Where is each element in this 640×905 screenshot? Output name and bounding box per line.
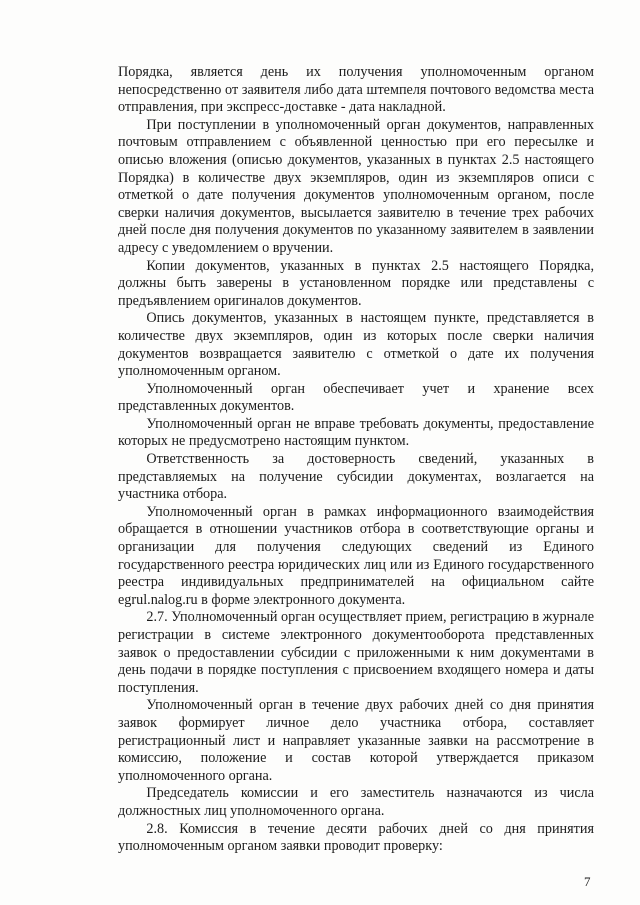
paragraph-no-extra-docs: Уполномоченный орган не вправе требовать документы, предоставление которых не предусмотрено настоящим пунктом.	[118, 415, 594, 450]
paragraph-section-2-7: 2.7. Уполномоченный орган осуществляет прием, регистрацию в журнале регистрации в системе электронного документооборота представленных заявок о предоставлении субсидии с приложенными к ним документами в день подачи в порядке поступления с присвоением входящего номера и даты поступления.	[118, 609, 594, 696]
paragraph-storage: Уполномоченный орган обеспечивает учет и хранение всех представленных документов.	[118, 380, 594, 415]
page-number: 7	[584, 874, 591, 889]
document-body	[118, 64, 594, 856]
paragraph-personal-file: Уполномоченный орган в течение двух рабочих дней со дня принятия заявок формирует личное дело участника отбора, составляет регистрационный лист и направляет указанные заявки на рассмотрение в комиссию, положение и состав которой утверждается приказом уполномоченного органа.	[118, 697, 594, 784]
paragraph-responsibility: Ответственность за достоверность сведений, указанных в представляемых на получение субсидии документах, возлагается на участника отбора.	[118, 451, 594, 503]
paragraph-interagency: Уполномоченный орган в рамках информационного взаимодействия обращается в отношении участников отбора в соответствующие органы и организации для получения следующих сведений из Единого государственного реестра юридических лиц или из Единого государственного реестра индивидуальных предпринимателей на официальном сайте egrul.nalog.ru в форме электронного документа.	[118, 503, 594, 608]
paragraph-postal-receipt: При поступлении в уполномоченный орган документов, направленных почтовым отправлением с объявленной ценностью при его пересылке и описью вложения (описью документов, указанных в пунктах 2.5 настоящего Порядка) в количестве двух экземпляров, один из экземпляров описи с отметкой о дате получения документов уполномоченным органом, после сверки наличия документов, высылается заявителю в течение трех рабочих дней после дня получения документов по указанному заявителем в заявлении адресу с уведомлением о вручении.	[118, 116, 594, 256]
paragraph-continuation: Порядка, является день их получения уполномоченным органом непосредственно от заявителя либо дата штемпеля почтового ведомства места отправления, при экспресс-доставке - дата накладной.	[118, 64, 594, 116]
paragraph-copies-certified: Копии документов, указанных в пунктах 2.5 настоящего Порядка, должны быть заверены в установленном порядке или представлены с предъявлением оригиналов документов.	[118, 257, 594, 309]
paragraph-inventory: Опись документов, указанных в настоящем пункте, представляется в количестве двух экземпляров, один из которых после сверки наличия документов возвращается заявителю с отметкой о дате их получения уполномоченным органом.	[118, 310, 594, 380]
paragraph-chairman: Председатель комиссии и его заместитель назначаются из числа должностных лиц уполномоченного органа.	[118, 785, 594, 819]
paragraph-section-2-8: 2.8. Комиссия в течение десяти рабочих дней со дня принятия уполномоченным органом заявки проводит проверку:	[118, 820, 594, 855]
